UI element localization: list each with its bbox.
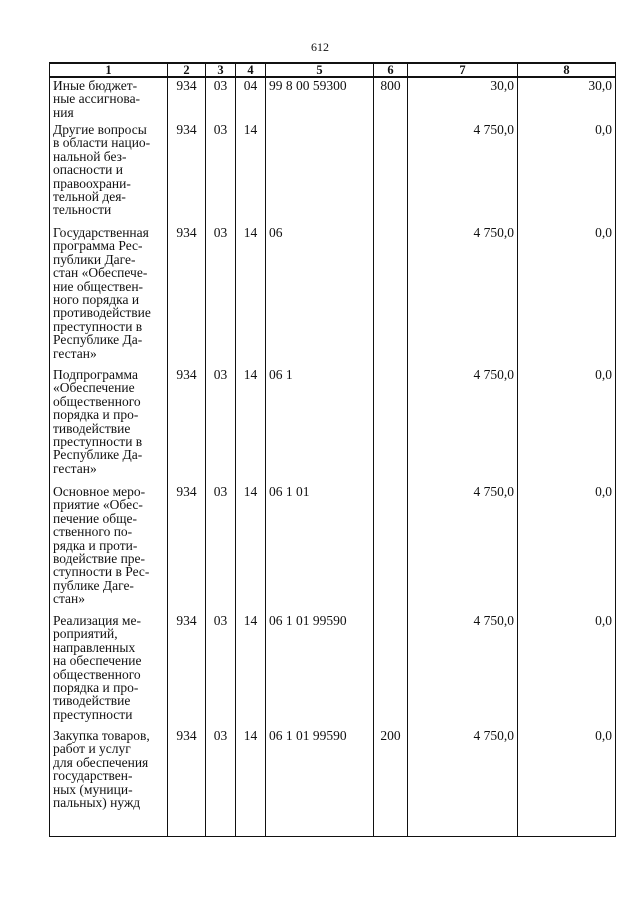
cell-col5: 06 1 01 99590: [266, 728, 374, 836]
cell-col7: 30,0: [408, 77, 518, 122]
column-header: 2: [168, 63, 206, 77]
cell-col5: 06 1: [266, 367, 374, 484]
header-row: [50, 63, 616, 77]
cell-col5: 06 1 01 99590: [266, 613, 374, 728]
cell-col4: 14: [236, 122, 266, 225]
page-number: 612: [311, 40, 329, 54]
cell-col4: 14: [236, 613, 266, 728]
cell-col3: 03: [206, 367, 236, 484]
cell-col6: [374, 122, 408, 225]
row-name: Закупка товаров, работ и услуг для обеспечения государствен- ных (муници- пальных) нужд: [53, 728, 150, 811]
cell-col8: 0,0: [518, 225, 616, 367]
row-name: Подпрограмма «Обеспечение общественного порядка и про- тиводействие преступности в Республике Да- гестан»: [53, 367, 143, 476]
cell-col8: 0,0: [518, 484, 616, 613]
cell-col4: 14: [236, 367, 266, 484]
row-name: Основное меро- приятие «Обес- печение обще- ственного по- рядка и проти- водействие пре- ступности в Рес- публике Даге- стан»: [53, 484, 150, 607]
cell-col4: 14: [236, 484, 266, 613]
cell-col8: 0,0: [518, 122, 616, 225]
column-header: 6: [374, 63, 408, 77]
cell-col7: 4 750,0: [408, 484, 518, 613]
cell-col2: 934: [168, 225, 206, 367]
cell-col6: 800: [374, 77, 408, 122]
row-name: Другие вопросы в области нацио- нальной без- опасности и правоохрани- тельной дея- тельности: [53, 122, 151, 218]
column-header: 5: [266, 63, 374, 77]
table-row: [50, 77, 616, 122]
cell-col4: 04: [236, 77, 266, 122]
row-name-cell: [50, 484, 168, 613]
cell-col7: 4 750,0: [408, 367, 518, 484]
cell-col6: 200: [374, 728, 408, 836]
cell-col5: 06: [266, 225, 374, 367]
row-name-cell: [50, 122, 168, 225]
column-header: 1: [50, 63, 168, 77]
column-header: 7: [408, 63, 518, 77]
budget-table: [49, 62, 616, 837]
cell-col3: 03: [206, 77, 236, 122]
column-header: 4: [236, 63, 266, 77]
cell-col7: 4 750,0: [408, 122, 518, 225]
table-row: [50, 728, 616, 836]
table-row: [50, 484, 616, 613]
column-header: 3: [206, 63, 236, 77]
cell-col2: 934: [168, 613, 206, 728]
row-name-cell: [50, 225, 168, 367]
cell-col2: 934: [168, 122, 206, 225]
cell-col2: 934: [168, 728, 206, 836]
cell-col4: 14: [236, 728, 266, 836]
cell-col5: 99 8 00 59300: [266, 77, 374, 122]
cell-col8: 0,0: [518, 613, 616, 728]
cell-col6: [374, 225, 408, 367]
cell-col8: 0,0: [518, 728, 616, 836]
cell-col7: 4 750,0: [408, 613, 518, 728]
row-name-cell: [50, 613, 168, 728]
cell-col5: [266, 122, 374, 225]
cell-col7: 4 750,0: [408, 728, 518, 836]
cell-col3: 03: [206, 484, 236, 613]
table-row: [50, 613, 616, 728]
cell-col5: 06 1 01: [266, 484, 374, 613]
cell-col3: 03: [206, 122, 236, 225]
row-name: Реализация ме- роприятий, направленных на обеспечение общественного порядка и про- тиводействие преступности: [53, 613, 142, 722]
column-header: 8: [518, 63, 616, 77]
cell-col3: 03: [206, 613, 236, 728]
row-name: Иные бюджет- ные ассигнова- ния: [53, 78, 141, 120]
cell-col6: [374, 484, 408, 613]
row-name: Государственная программа Рес- публики Даге- стан «Обеспече- ние обществен- ного порядка и противодействие преступности в Республике Да- гестан»: [53, 225, 151, 361]
cell-col2: 934: [168, 77, 206, 122]
cell-col3: 03: [206, 728, 236, 836]
cell-col6: [374, 613, 408, 728]
cell-col8: 0,0: [518, 367, 616, 484]
cell-col2: 934: [168, 367, 206, 484]
cell-col2: 934: [168, 484, 206, 613]
row-name-cell: [50, 77, 168, 122]
cell-col3: 03: [206, 225, 236, 367]
cell-col6: [374, 367, 408, 484]
cell-col8: 30,0: [518, 77, 616, 122]
table-row: [50, 367, 616, 484]
table-row: [50, 122, 616, 225]
row-name-cell: [50, 367, 168, 484]
row-name-cell: [50, 728, 168, 836]
cell-col7: 4 750,0: [408, 225, 518, 367]
table-row: [50, 225, 616, 367]
cell-col4: 14: [236, 225, 266, 367]
